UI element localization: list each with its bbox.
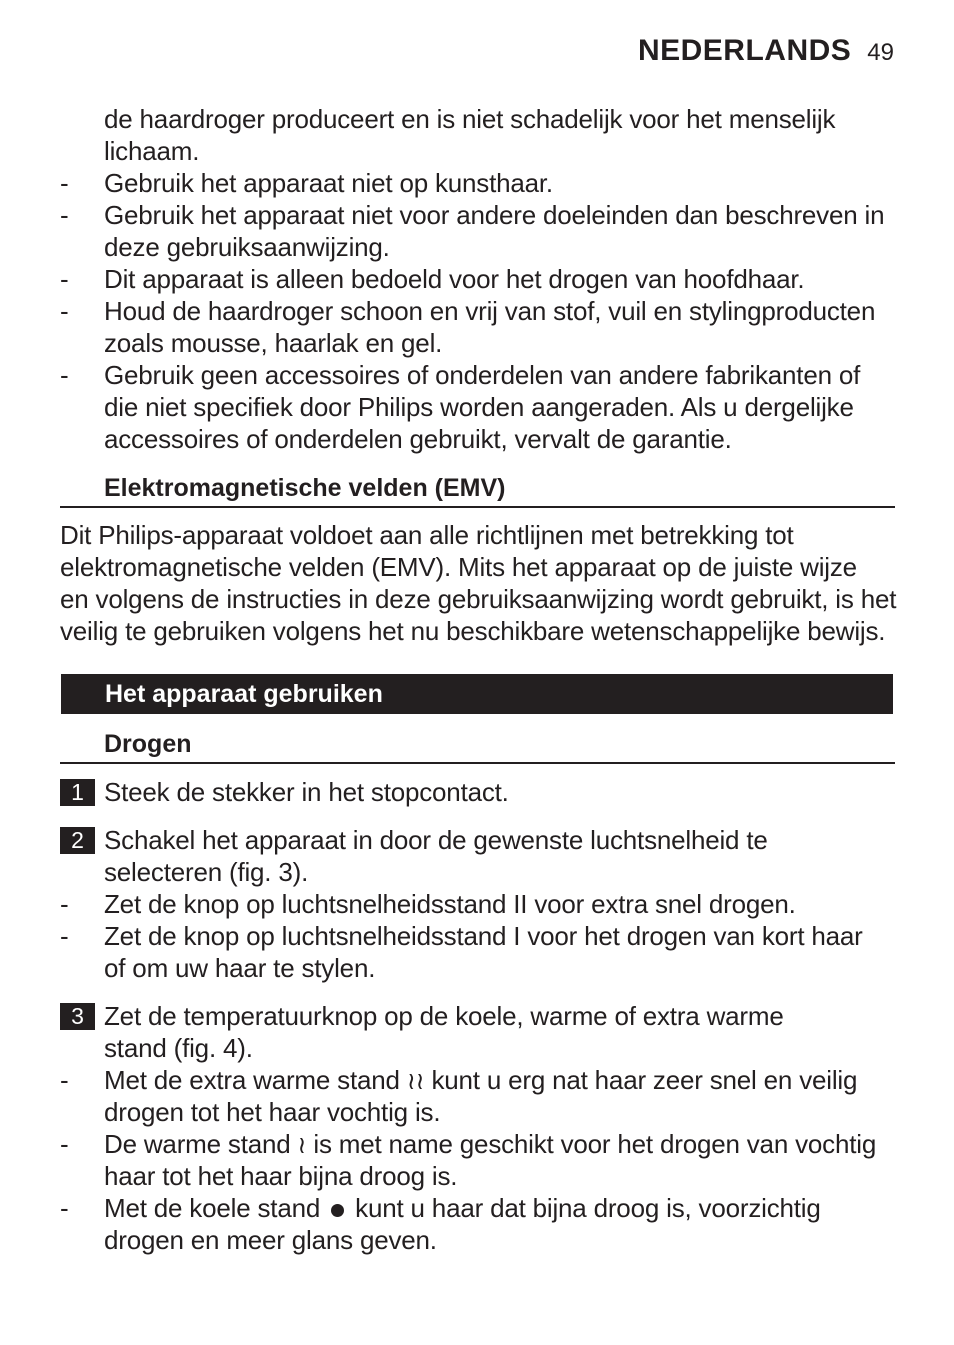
bullet-dash: - [60,360,69,390]
bullet-dash: - [60,296,69,326]
bullet-dash: - [60,1129,69,1159]
step-number-2: 2 [60,827,95,854]
intro-continuation: lichaam. [104,136,200,166]
intro-continuation: de haardroger produceert en is niet schadelijk voor het menselijk [104,104,836,134]
bullet-text: deze gebruiksaanwijzing. [104,232,390,262]
section-title: Het apparaat gebruiken [105,680,383,708]
bullet-dash: - [60,921,69,951]
drogen-heading [60,728,895,764]
bullet-text: Zet de knop op luchtsnelheidsstand II voor extra snel drogen. [104,889,796,919]
bullet-dash: - [60,264,69,294]
bullet-text: Zet de knop op luchtsnelheidsstand I voor het drogen van kort haar [104,921,863,951]
bullet-text [104,1128,876,1162]
step-3-text: stand (fig. 4). [104,1033,253,1063]
bullet-text: of om uw haar te stylen. [104,953,376,983]
bullet-text: drogen en meer glans geven. [104,1225,437,1255]
bullet-text-part: Met de koele stand [104,1193,321,1223]
bullet-text: die niet specifiek door Philips worden aangeraden. Als u dergelijke [104,392,854,422]
bullet-text [104,1064,857,1098]
bullet-text-part: Met de extra warme stand [104,1065,400,1095]
bullet-text: Gebruik geen accessoires of onderdelen van andere fabrikanten of [104,360,861,390]
bullet-text-part: kunt u haar dat bijna droog is, voorzichtig [355,1193,821,1223]
step-2-text: selecteren (fig. 3). [104,857,309,887]
step-1-text: Steek de stekker in het stopcontact. [104,777,509,807]
warm-icon: ≀ [297,1132,307,1159]
emv-paragraph-line: elektromagnetische velden (EMV). Mits het apparaat op de juiste wijze [60,552,857,582]
bullet-text: Houd de haardroger schoon en vrij van stof, vuil en stylingproducten [104,296,876,326]
emv-paragraph-line: veilig te gebruiken volgens het nu beschikbare wetenschappelijke bewijs. [60,616,886,646]
bullet-text [104,1192,821,1224]
emv-heading [60,472,895,508]
language-label: NEDERLANDS [637,34,852,67]
step-2-text: Schakel het apparaat in door de gewenste luchtsnelheid te [104,825,768,855]
bullet-text: accessoires of onderdelen gebruikt, vervalt de garantie. [104,424,732,454]
bullet-text-part: kunt u erg nat haar zeer snel en veilig [431,1065,858,1095]
step-number-1: 1 [60,779,95,806]
step-number-3: 3 [60,1003,95,1030]
bullet-text: Gebruik het apparaat niet voor andere doeleinden dan beschreven in [104,200,885,230]
bullet-dash: - [60,200,69,230]
bullet-text: drogen tot het haar vochtig is. [104,1097,441,1127]
section-title-bar [61,674,893,714]
bullet-dash: - [60,889,69,919]
bullet-dash: - [60,1065,69,1095]
page-header [638,34,894,68]
bullet-text-part: is met name geschikt voor het drogen van vochtig [313,1129,877,1159]
emv-paragraph-line: en volgens de instructies in deze gebruiksaanwijzing wordt gebruikt, is het [60,584,897,614]
cool-setting-icon [331,1204,344,1217]
bullet-dash: - [60,168,69,198]
step-3-text: Zet de temperatuurknop op de koele, warme of extra warme [104,1001,784,1031]
bullet-text: Gebruik het apparaat niet op kunsthaar. [104,168,553,198]
emv-paragraph-line: Dit Philips-apparaat voldoet aan alle richtlijnen met betrekking tot [60,520,794,550]
bullet-text: Dit apparaat is alleen bedoeld voor het drogen van hoofdhaar. [104,264,805,294]
bullet-text: zoals mousse, haarlak en gel. [104,328,443,358]
page-number: 49 [867,39,894,66]
bullet-text-part: De warme stand [104,1129,291,1159]
emv-heading-text: Elektromagnetische velden (EMV) [104,474,506,502]
bullet-dash: - [60,1193,69,1223]
drogen-heading-text: Drogen [104,730,192,758]
extra-warm-icon: ≀≀ [406,1068,425,1095]
bullet-text: haar tot het haar bijna droog is. [104,1161,458,1191]
